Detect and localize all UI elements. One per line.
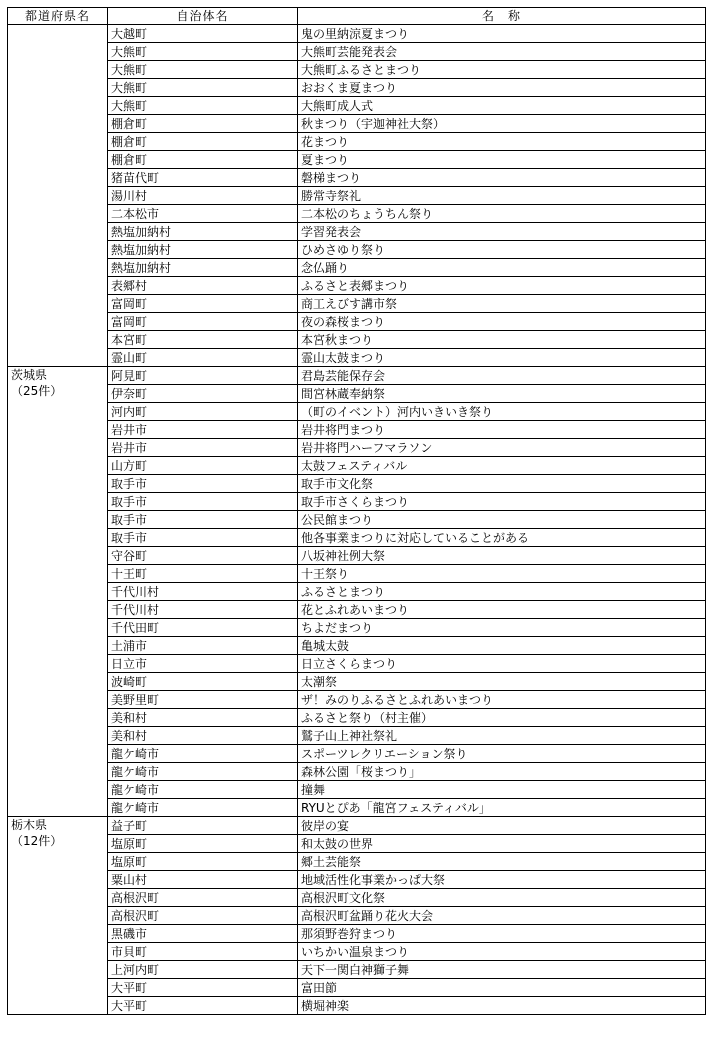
event-name-cell: 太鼓フェスティバル bbox=[298, 457, 706, 475]
municipality-cell: 大越町 bbox=[108, 25, 298, 43]
event-name-cell: 他各事業まつりに対応していることがある bbox=[298, 529, 706, 547]
table-row bbox=[8, 979, 706, 997]
event-name-cell: 鬼の里納涼夏まつり bbox=[298, 25, 706, 43]
municipality-cell: 大熊町 bbox=[108, 97, 298, 115]
municipality-cell: 龍ケ崎市 bbox=[108, 763, 298, 781]
event-name-cell: 和太鼓の世界 bbox=[298, 835, 706, 853]
table-row bbox=[8, 997, 706, 1015]
event-name-cell: 夜の森桜まつり bbox=[298, 313, 706, 331]
table-row bbox=[8, 817, 706, 835]
table-row bbox=[8, 961, 706, 979]
municipality-cell: 棚倉町 bbox=[108, 151, 298, 169]
event-name-cell: 商工えびす講市祭 bbox=[298, 295, 706, 313]
table-row bbox=[8, 457, 706, 475]
event-name-cell: 鷲子山上神社祭礼 bbox=[298, 727, 706, 745]
event-name-cell: 森林公園「桜まつり」 bbox=[298, 763, 706, 781]
event-name-cell: 横堀神楽 bbox=[298, 997, 706, 1015]
event-name-cell: 亀城太鼓 bbox=[298, 637, 706, 655]
table-row bbox=[8, 763, 706, 781]
table-row bbox=[8, 727, 706, 745]
prefecture-cell bbox=[8, 25, 108, 367]
event-name-cell: 秋まつり（宇迦神社大祭） bbox=[298, 115, 706, 133]
municipality-cell: 益子町 bbox=[108, 817, 298, 835]
municipality-cell: 守谷町 bbox=[108, 547, 298, 565]
table-row bbox=[8, 43, 706, 61]
municipality-cell: 龍ケ崎市 bbox=[108, 745, 298, 763]
municipality-cell: 富岡町 bbox=[108, 295, 298, 313]
table-row bbox=[8, 25, 706, 43]
table-row bbox=[8, 295, 706, 313]
table-row bbox=[8, 907, 706, 925]
event-name-cell: 勝常寺祭礼 bbox=[298, 187, 706, 205]
table-row bbox=[8, 601, 706, 619]
municipality-cell: 棚倉町 bbox=[108, 115, 298, 133]
table-row bbox=[8, 151, 706, 169]
table-row bbox=[8, 547, 706, 565]
event-name-cell: 太潮祭 bbox=[298, 673, 706, 691]
municipality-cell: 塩原町 bbox=[108, 853, 298, 871]
table-row bbox=[8, 169, 706, 187]
municipality-cell: 取手市 bbox=[108, 511, 298, 529]
municipality-cell: 岩井市 bbox=[108, 421, 298, 439]
table-row bbox=[8, 187, 706, 205]
table-row bbox=[8, 637, 706, 655]
municipality-cell: 美野里町 bbox=[108, 691, 298, 709]
event-name-cell: 那須野巻狩まつり bbox=[298, 925, 706, 943]
table-row bbox=[8, 421, 706, 439]
event-name-cell: 二本松のちょうちん祭り bbox=[298, 205, 706, 223]
event-name-cell: 念仏踊り bbox=[298, 259, 706, 277]
municipality-cell: 大熊町 bbox=[108, 43, 298, 61]
table-row bbox=[8, 691, 706, 709]
table-row bbox=[8, 943, 706, 961]
municipality-cell: 大平町 bbox=[108, 979, 298, 997]
municipality-cell: 日立市 bbox=[108, 655, 298, 673]
table-row bbox=[8, 61, 706, 79]
table-row bbox=[8, 277, 706, 295]
event-name-cell: 花まつり bbox=[298, 133, 706, 151]
event-name-cell: ふるさと祭り（村主催） bbox=[298, 709, 706, 727]
municipality-cell: 大熊町 bbox=[108, 61, 298, 79]
municipality-cell: 山方町 bbox=[108, 457, 298, 475]
table-row bbox=[8, 799, 706, 817]
table-row bbox=[8, 511, 706, 529]
table-row bbox=[8, 655, 706, 673]
municipality-cell: 熱塩加納村 bbox=[108, 241, 298, 259]
municipality-cell: 市貝町 bbox=[108, 943, 298, 961]
event-name-cell: 間宮林蔵奉納祭 bbox=[298, 385, 706, 403]
event-name-cell: 君島芸能保存会 bbox=[298, 367, 706, 385]
event-name-cell: ふるさと表郷まつり bbox=[298, 277, 706, 295]
municipality-cell: 黒磯市 bbox=[108, 925, 298, 943]
event-name-cell: 本宮秋まつり bbox=[298, 331, 706, 349]
municipality-cell: 上河内町 bbox=[108, 961, 298, 979]
event-name-cell: 彼岸の宴 bbox=[298, 817, 706, 835]
municipality-cell: 猪苗代町 bbox=[108, 169, 298, 187]
table-row bbox=[8, 871, 706, 889]
event-name-cell: いちかい温泉まつり bbox=[298, 943, 706, 961]
table-row bbox=[8, 133, 706, 151]
event-name-cell: 霊山太鼓まつり bbox=[298, 349, 706, 367]
event-name-cell: ふるさとまつり bbox=[298, 583, 706, 601]
event-name-cell: ひめさゆり祭り bbox=[298, 241, 706, 259]
table-row bbox=[8, 79, 706, 97]
municipality-cell: 高根沢町 bbox=[108, 907, 298, 925]
table-row bbox=[8, 313, 706, 331]
table-body bbox=[8, 25, 706, 1015]
municipality-cell: 大平町 bbox=[108, 997, 298, 1015]
table-row bbox=[8, 673, 706, 691]
event-name-cell: 磐梯まつり bbox=[298, 169, 706, 187]
municipality-cell: 千代川村 bbox=[108, 583, 298, 601]
event-name-cell: 取手市文化祭 bbox=[298, 475, 706, 493]
municipality-cell: 湯川村 bbox=[108, 187, 298, 205]
event-name-cell: 日立さくらまつり bbox=[298, 655, 706, 673]
municipality-cell: 熱塩加納村 bbox=[108, 259, 298, 277]
table-row bbox=[8, 889, 706, 907]
table-row bbox=[8, 583, 706, 601]
event-name-cell: 郷土芸能祭 bbox=[298, 853, 706, 871]
table-row bbox=[8, 115, 706, 133]
table-row bbox=[8, 241, 706, 259]
event-name-cell: 花とふれあいまつり bbox=[298, 601, 706, 619]
municipality-cell: 龍ケ崎市 bbox=[108, 781, 298, 799]
municipality-cell: 伊奈町 bbox=[108, 385, 298, 403]
table-row bbox=[8, 205, 706, 223]
event-name-cell: 岩井将門ハーフマラソン bbox=[298, 439, 706, 457]
municipality-cell: 千代川村 bbox=[108, 601, 298, 619]
table-row bbox=[8, 619, 706, 637]
municipality-cell: 美和村 bbox=[108, 709, 298, 727]
event-name-cell: 取手市さくらまつり bbox=[298, 493, 706, 511]
table-row bbox=[8, 385, 706, 403]
table-row bbox=[8, 331, 706, 349]
prefecture-cell: 栃木県 （12件） bbox=[8, 817, 108, 1015]
municipality-cell: 高根沢町 bbox=[108, 889, 298, 907]
header-name: 名 称 bbox=[298, 8, 706, 25]
event-name-cell: 公民館まつり bbox=[298, 511, 706, 529]
municipality-cell: 千代田町 bbox=[108, 619, 298, 637]
event-name-cell: 十王祭り bbox=[298, 565, 706, 583]
municipality-cell: 二本松市 bbox=[108, 205, 298, 223]
municipality-cell: 岩井市 bbox=[108, 439, 298, 457]
municipality-cell: 塩原町 bbox=[108, 835, 298, 853]
header-municipality: 自治体名 bbox=[108, 8, 298, 25]
header-row bbox=[8, 8, 706, 25]
municipality-cell: 本宮町 bbox=[108, 331, 298, 349]
event-name-cell: RYUとぴあ「龍宮フェスティバル」 bbox=[298, 799, 706, 817]
table-row bbox=[8, 475, 706, 493]
event-name-cell: 学習発表会 bbox=[298, 223, 706, 241]
table-row bbox=[8, 259, 706, 277]
table-row bbox=[8, 709, 706, 727]
header-prefecture: 都道府県名 bbox=[8, 8, 108, 25]
municipality-cell: 龍ケ崎市 bbox=[108, 799, 298, 817]
table-row bbox=[8, 925, 706, 943]
table-row bbox=[8, 349, 706, 367]
municipality-cell: 波崎町 bbox=[108, 673, 298, 691]
municipality-cell: 河内町 bbox=[108, 403, 298, 421]
event-name-cell: 高根沢町盆踊り花火大会 bbox=[298, 907, 706, 925]
municipality-cell: 美和村 bbox=[108, 727, 298, 745]
municipality-cell: 棚倉町 bbox=[108, 133, 298, 151]
municipality-cell: 取手市 bbox=[108, 475, 298, 493]
table-row bbox=[8, 529, 706, 547]
municipality-cell: 霊山町 bbox=[108, 349, 298, 367]
municipality-cell: 熱塩加納村 bbox=[108, 223, 298, 241]
event-name-cell: 八坂神社例大祭 bbox=[298, 547, 706, 565]
table-row bbox=[8, 439, 706, 457]
table-row bbox=[8, 853, 706, 871]
festival-table bbox=[7, 7, 706, 1015]
municipality-cell: 粟山村 bbox=[108, 871, 298, 889]
municipality-cell: 十王町 bbox=[108, 565, 298, 583]
table-row bbox=[8, 97, 706, 115]
table-row bbox=[8, 367, 706, 385]
event-name-cell: おおくま夏まつり bbox=[298, 79, 706, 97]
table-row bbox=[8, 835, 706, 853]
event-name-cell: 撞舞 bbox=[298, 781, 706, 799]
event-name-cell: 天下一関白神獅子舞 bbox=[298, 961, 706, 979]
event-name-cell: ザ！みのりふるさとふれあいまつり bbox=[298, 691, 706, 709]
table-row bbox=[8, 781, 706, 799]
table-row bbox=[8, 403, 706, 421]
event-name-cell: ちよだまつり bbox=[298, 619, 706, 637]
table-row bbox=[8, 493, 706, 511]
table-row bbox=[8, 565, 706, 583]
municipality-cell: 表郷村 bbox=[108, 277, 298, 295]
municipality-cell: 取手市 bbox=[108, 493, 298, 511]
table-row bbox=[8, 223, 706, 241]
event-name-cell: 夏まつり bbox=[298, 151, 706, 169]
municipality-cell: 土浦市 bbox=[108, 637, 298, 655]
event-name-cell: （町のイベント）河内いきいき祭り bbox=[298, 403, 706, 421]
event-name-cell: 富田節 bbox=[298, 979, 706, 997]
event-name-cell: 地域活性化事業かっぱ大祭 bbox=[298, 871, 706, 889]
event-name-cell: スポーツレクリエーション祭り bbox=[298, 745, 706, 763]
event-name-cell: 大熊町成人式 bbox=[298, 97, 706, 115]
municipality-cell: 富岡町 bbox=[108, 313, 298, 331]
municipality-cell: 阿見町 bbox=[108, 367, 298, 385]
event-name-cell: 大熊町ふるさとまつり bbox=[298, 61, 706, 79]
event-name-cell: 岩井将門まつり bbox=[298, 421, 706, 439]
event-name-cell: 高根沢町文化祭 bbox=[298, 889, 706, 907]
event-name-cell: 大熊町芸能発表会 bbox=[298, 43, 706, 61]
municipality-cell: 取手市 bbox=[108, 529, 298, 547]
municipality-cell: 大熊町 bbox=[108, 79, 298, 97]
table-row bbox=[8, 745, 706, 763]
prefecture-cell: 茨城県 （25件） bbox=[8, 367, 108, 817]
